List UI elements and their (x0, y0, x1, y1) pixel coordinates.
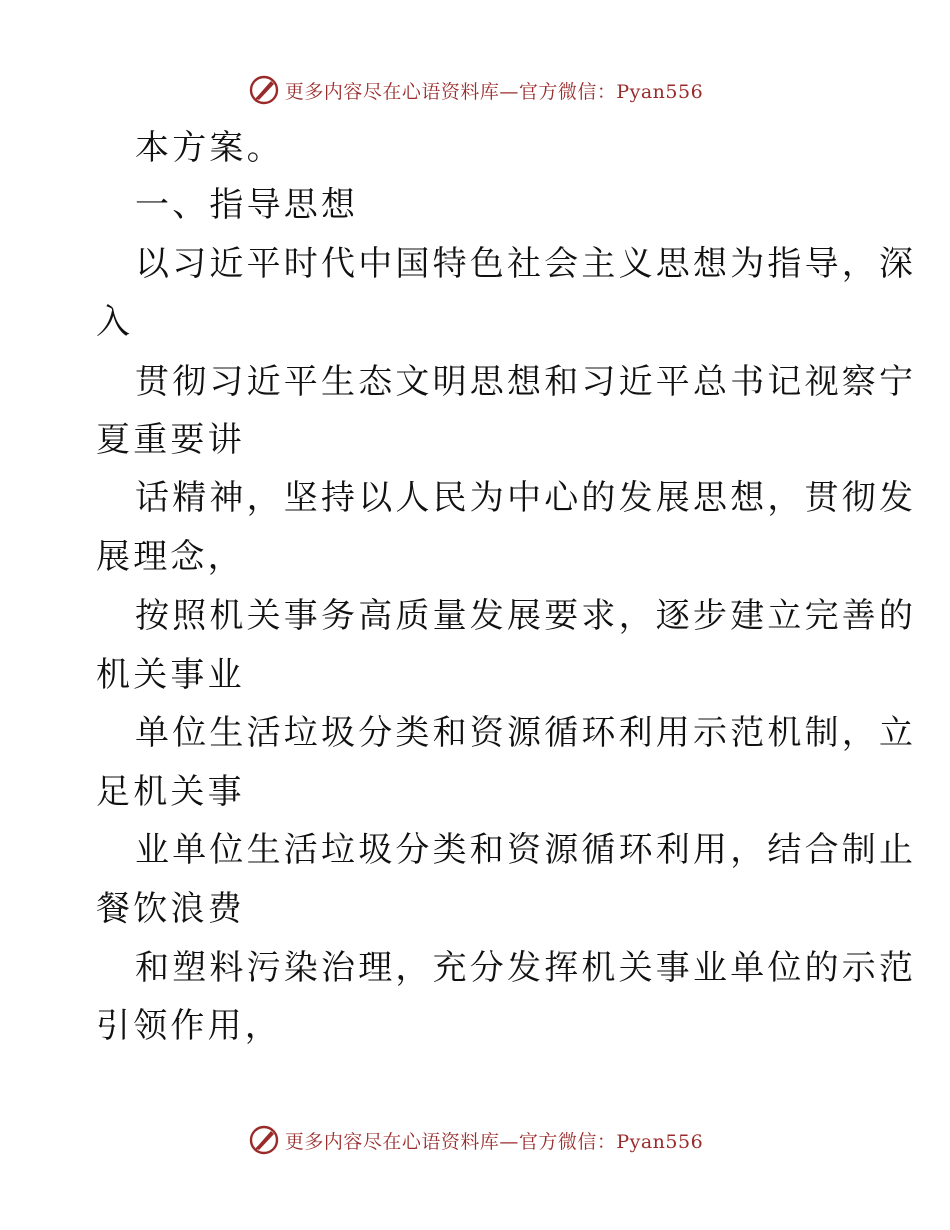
header-watermark-text: 更多内容尽在心语资料库—官方微信：Pyan556 (284, 80, 704, 103)
footer-watermark-text: 更多内容尽在心语资料库—官方微信：Pyan556 (284, 1130, 704, 1153)
text-line: 业单位生活垃圾分类和资源循环利用，结合制止 (135, 830, 917, 870)
quill-logo-icon (247, 1123, 281, 1157)
text-line: 以习近平时代中国特色社会主义思想为指导，深 (135, 244, 917, 284)
text-line: 展理念， (96, 537, 245, 577)
footer-watermark (0, 1120, 950, 1160)
text-line: 餐饮浪费 (96, 889, 245, 929)
section-heading: 一、指导思想 (135, 185, 359, 225)
text-line: 入 (96, 302, 134, 342)
text-line: 引领作用， (96, 1006, 282, 1046)
text-line: 单位生活垃圾分类和资源循环利用示范机制，立 (135, 713, 917, 753)
text-line: 本方案。 (135, 128, 284, 168)
text-line: 按照机关事务高质量发展要求，逐步建立完善的 (135, 596, 917, 636)
text-line: 足机关事 (96, 772, 245, 812)
text-line: 和塑料污染治理，充分发挥机关事业单位的示范 (135, 948, 917, 988)
text-line: 贯彻习近平生态文明思想和习近平总书记视察宁 (135, 362, 917, 402)
text-line: 夏重要讲 (96, 420, 245, 460)
text-line: 话精神，坚持以人民为中心的发展思想，贯彻发 (135, 478, 917, 518)
text-line: 机关事业 (96, 655, 245, 695)
